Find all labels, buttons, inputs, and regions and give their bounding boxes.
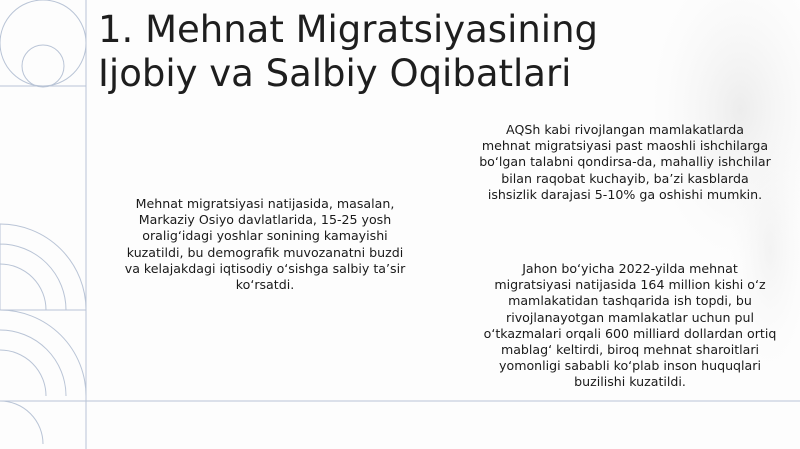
right-bottom-paragraph: Jahon bo‘yicha 2022-yilda mehnat migratsiyasi natijasida 164 million kishi o‘z mamlakatidan tashqarida ish topdi, bu rivojlanayotgan mamlakatlar uchun pul o‘tkazmalari orqali 600 milliard dollardan ortiq mablag‘ keltirdi, biroq mehnat sharoitlari yomonligi sababli ko‘plab inson huquqlari buzilishi kuzatildi. (483, 261, 777, 390)
deco-circle-small (22, 45, 64, 87)
deco-arch-4 (0, 310, 86, 396)
deco-arch-1 (0, 224, 86, 310)
right-top-paragraph: AQSh kabi rivojlangan mamlakatlarda mehnat migratsiyasi past maoshli ishchilarga bo‘lgan talabni qondirsa-da, mahalliy ishchilar bilan raqobat kuchayib, ba’zi kasblarda ishsizlik darajasi 5-10% ga oshishi mumkin. (479, 122, 771, 202)
slide-title (98, 8, 738, 96)
deco-arch-5 (0, 330, 66, 396)
title-line-2: Ijobiy va Salbiy Oqibatlari (98, 52, 572, 95)
deco-arch-3 (0, 264, 46, 310)
deco-arch-2 (0, 224, 66, 310)
left-paragraph: Mehnat migratsiyasi natijasida, masalan, Markaziy Osiyo davlatlarida, 15-25 yosh oralig‘idagi yoshlar sonining kamayishi kuzatildi, bu demografik muvozanatni buzdi va kelajakdagi iqtisodiy o‘sishga salbiy ta’sir ko‘rsatdi. (124, 196, 406, 293)
title-line-1: 1. Mehnat Migratsiyasining (98, 8, 599, 51)
deco-circle-large (0, 0, 86, 86)
deco-arch-6 (0, 350, 46, 396)
